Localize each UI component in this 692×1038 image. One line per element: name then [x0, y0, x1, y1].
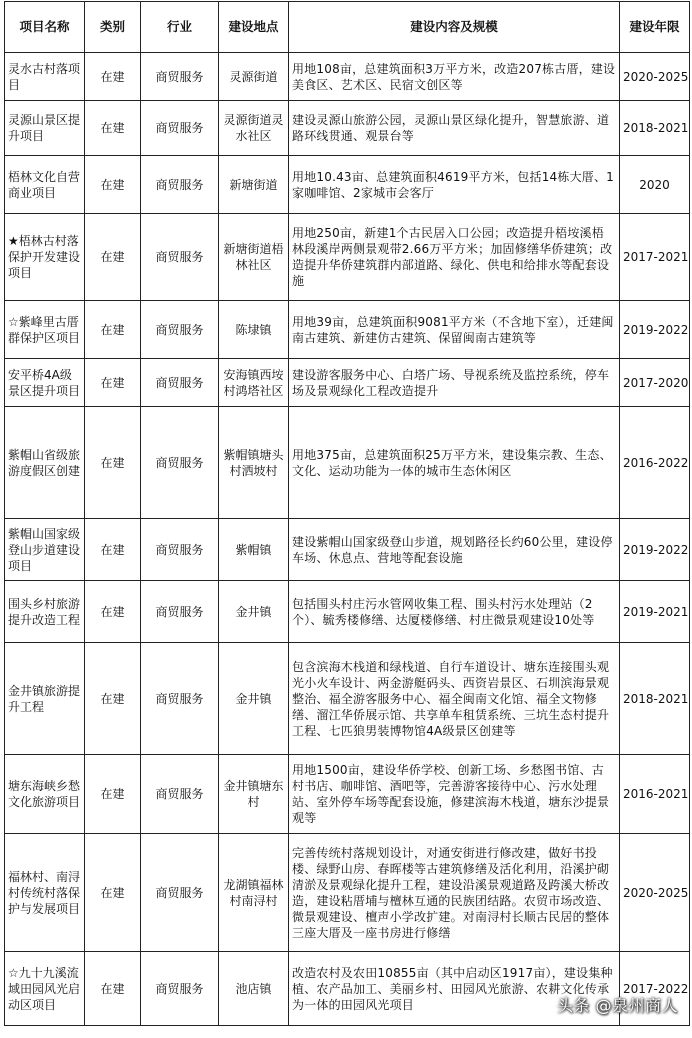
cell-content: 用地10.43亩、总建筑面积4619平方米，包括14栋大厝、1家咖啡馆、2家城市会客厅 [289, 156, 620, 214]
cell-period: 2020-2025 [620, 834, 690, 952]
cell-name: 紫帽山国家级登山步道建设项目 [5, 519, 85, 581]
cell-content: 建设紫帽山国家级登山步道，规划路径长约60公里，建设停车场、休息点、营地等配套设施 [289, 519, 620, 581]
table-row [5, 359, 690, 407]
cell-name: 塘东海峡乡愁文化旅游项目 [5, 755, 85, 834]
cell-location: 新塘街道 [219, 156, 289, 214]
cell-type: 在建 [85, 156, 141, 214]
cell-industry: 商贸服务 [141, 156, 219, 214]
cell-location: 龙湖镇福林村南浔村 [219, 834, 289, 952]
cell-name: 灵水古村落项目 [5, 53, 85, 101]
cell-type: 在建 [85, 643, 141, 755]
cell-industry: 商贸服务 [141, 643, 219, 755]
header-period: 建设年限 [620, 2, 690, 53]
cell-location: 陈埭镇 [219, 301, 289, 359]
table-row [5, 53, 690, 101]
cell-type: 在建 [85, 53, 141, 101]
cell-content: 改造农村及农田10855亩（其中启动区1917亩），建设集种植、农产品加工、美丽乡村、田园风光旅游、农耕文化传承为一体的田园风光项目 [289, 952, 620, 1026]
cell-content: 包括围头村庄污水管网收集工程、围头村污水处理站（2个）、毓秀楼修缮、达厦楼修缮、村庄微景观建设10处等 [289, 581, 620, 643]
cell-period: 2017-2022 [620, 952, 690, 1026]
cell-industry: 商贸服务 [141, 952, 219, 1026]
cell-location: 金井镇塘东村 [219, 755, 289, 834]
table-row [5, 101, 690, 156]
cell-name: 紫帽山省级旅游度假区创建 [5, 407, 85, 519]
table-row [5, 407, 690, 519]
cell-content: 完善传统村落规划设计，对通安街进行修改建，做好书投楼、绿野山房、春晖楼等古建筑修缮及活化利用，沿溪护砌清淤及景观绿化提升工程，建设沿溪景观道路及跨溪大桥改造，建设粘厝埔与檀林互通的民族团结路。农贸市场改造、微景观建设、檀声小学改扩建。对南浔村长顺古民居的整体三座大厝及一座书房进行修缮 [289, 834, 620, 952]
cell-period: 2020-2025 [620, 53, 690, 101]
cell-location: 金井镇 [219, 581, 289, 643]
header-name: 项目名称 [5, 2, 85, 53]
cell-type: 在建 [85, 301, 141, 359]
cell-content: 用地250亩，新建1个古民居入口公园；改造提升梧垵溪梧林段溪岸两侧景观带2.66万平方米；加固修缮华侨建筑；改造提升华侨建筑群内部道路、绿化、供电和给排水等配套设施 [289, 214, 620, 301]
cell-period: 2018-2021 [620, 643, 690, 755]
cell-location: 紫帽镇 [219, 519, 289, 581]
cell-location: 灵源街道 [219, 53, 289, 101]
cell-content: 用地375亩，总建筑面积25万平方米，建设集宗教、生态、文化、运动功能为一体的城市生态休闲区 [289, 407, 620, 519]
cell-name: 金井镇旅游提升工程 [5, 643, 85, 755]
table-row [5, 214, 690, 301]
cell-type: 在建 [85, 834, 141, 952]
cell-name: 梧林文化自营商业项目 [5, 156, 85, 214]
cell-content: 建设游客服务中心、白塔广场、导视系统及监控系统，停车场及景观绿化工程改造提升 [289, 359, 620, 407]
cell-type: 在建 [85, 214, 141, 301]
cell-industry: 商贸服务 [141, 301, 219, 359]
cell-content: 建设灵源山旅游公园，灵源山景区绿化提升，智慧旅游、道路环线贯通、观景台等 [289, 101, 620, 156]
cell-location: 灵源街道灵水社区 [219, 101, 289, 156]
cell-industry: 商贸服务 [141, 214, 219, 301]
cell-name: ★梧林古村落保护开发建设项目 [5, 214, 85, 301]
cell-type: 在建 [85, 581, 141, 643]
table-row [5, 301, 690, 359]
cell-industry: 商贸服务 [141, 101, 219, 156]
cell-period: 2018-2021 [620, 101, 690, 156]
table-row [5, 156, 690, 214]
cell-type: 在建 [85, 519, 141, 581]
cell-industry: 商贸服务 [141, 519, 219, 581]
table-row [5, 581, 690, 643]
cell-type: 在建 [85, 755, 141, 834]
cell-content: 用地39亩，总建筑面积9081平方米（不含地下室），迁建闽南古建筑、新建仿古建筑、保留闽南古建筑等 [289, 301, 620, 359]
project-table [4, 1, 690, 1026]
cell-content: 用地1500亩，建设华侨学校、创新工场、乡愁图书馆、古村书店、咖啡馆、酒吧等，完善游客接待中心、污水处理站、室外停车场等配套设施，修建滨海木栈道，塘东沙提景观等 [289, 755, 620, 834]
cell-location: 金井镇 [219, 643, 289, 755]
header-industry: 行业 [141, 2, 219, 53]
cell-type: 在建 [85, 407, 141, 519]
header-type: 类别 [85, 2, 141, 53]
cell-name: 安平桥4A级景区提升项目 [5, 359, 85, 407]
cell-period: 2016-2021 [620, 755, 690, 834]
header-content: 建设内容及规模 [289, 2, 620, 53]
header-row [5, 2, 690, 53]
cell-content: 用地108亩，总建筑面积3万平方米，改造207栋古厝，建设美食区、艺术区、民宿文创区等 [289, 53, 620, 101]
cell-industry: 商贸服务 [141, 359, 219, 407]
cell-content: 包含滨海木栈道和绿栈道、自行车道设计、塘东连接围头观光小火车设计、两金游艇码头、西资岩景区、石圳滨海景观整治、福全游客服务中心、福全闽南文化馆、福全文物修缮、溜江华侨展示馆、共享单车租赁系统、三坑生态村提升工程、七匹狼男装博物馆4A级景区创建等 [289, 643, 620, 755]
cell-location: 紫帽镇塘头村洒坡村 [219, 407, 289, 519]
cell-period: 2017-2021 [620, 214, 690, 301]
cell-name: ☆九十九溪流域田园风光启动区项目 [5, 952, 85, 1026]
cell-industry: 商贸服务 [141, 755, 219, 834]
cell-industry: 商贸服务 [141, 53, 219, 101]
cell-period: 2016-2022 [620, 407, 690, 519]
cell-name: ☆紫峰里古厝群保护区项目 [5, 301, 85, 359]
table-row [5, 834, 690, 952]
cell-period: 2020 [620, 156, 690, 214]
table-row [5, 643, 690, 755]
cell-period: 2019-2021 [620, 581, 690, 643]
cell-type: 在建 [85, 359, 141, 407]
cell-location: 新塘街道梧林社区 [219, 214, 289, 301]
cell-type: 在建 [85, 952, 141, 1026]
cell-period: 2017-2020 [620, 359, 690, 407]
cell-location: 池店镇 [219, 952, 289, 1026]
table-row [5, 755, 690, 834]
table-row [5, 519, 690, 581]
cell-period: 2019-2022 [620, 519, 690, 581]
cell-period: 2019-2022 [620, 301, 690, 359]
cell-name: 福林村、南浔村传统村落保护与发展项目 [5, 834, 85, 952]
cell-industry: 商贸服务 [141, 581, 219, 643]
cell-name: 围头乡村旅游提升改造工程 [5, 581, 85, 643]
header-location: 建设地点 [219, 2, 289, 53]
cell-location: 安海镇西垵村鸿塔社区 [219, 359, 289, 407]
cell-name: 灵源山景区提升项目 [5, 101, 85, 156]
watermark: 头条 @泉州商人 [556, 996, 678, 1015]
cell-type: 在建 [85, 101, 141, 156]
cell-industry: 商贸服务 [141, 834, 219, 952]
cell-industry: 商贸服务 [141, 407, 219, 519]
